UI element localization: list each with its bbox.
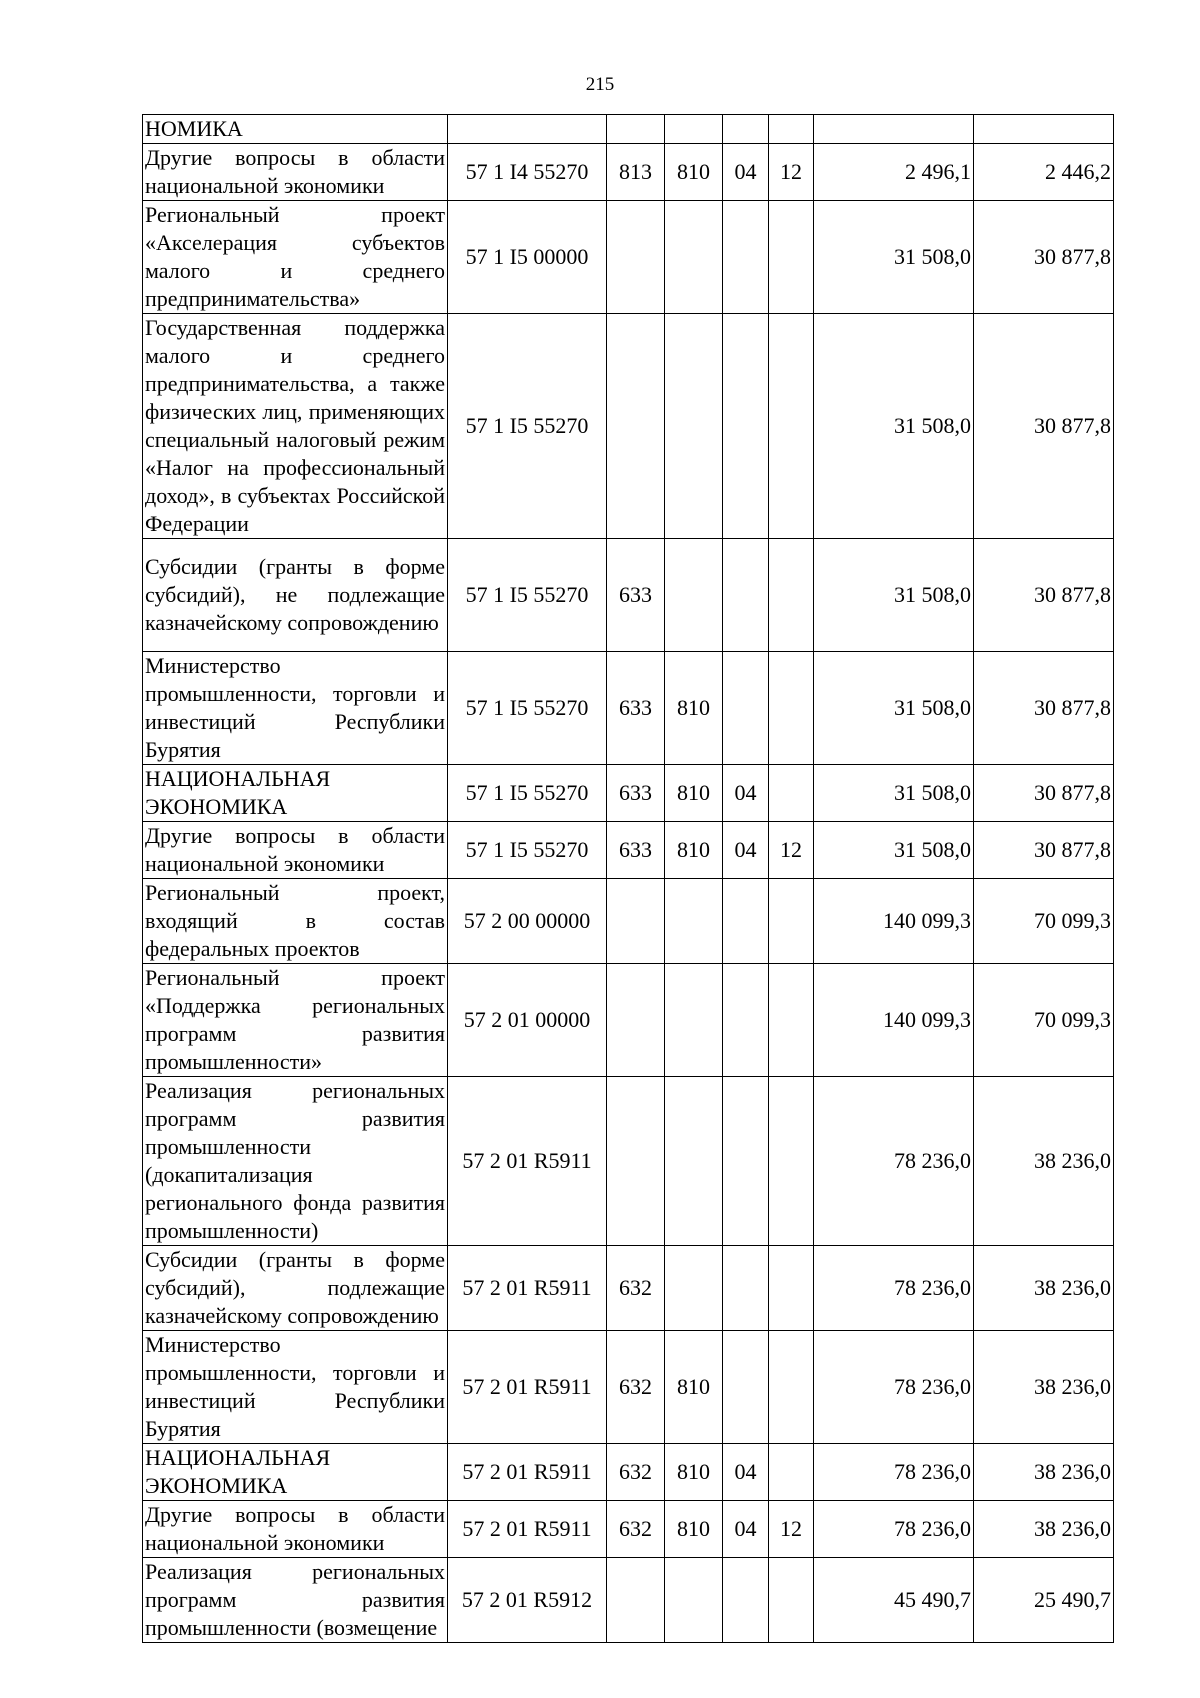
ministry-code	[665, 1077, 723, 1246]
ministry-code	[665, 1246, 723, 1331]
subsection-code	[769, 1077, 814, 1246]
expense-type: 632	[607, 1246, 665, 1331]
table-row	[143, 1246, 1114, 1331]
target-article-code	[448, 115, 607, 144]
amount-year-1: 140 099,3	[814, 964, 974, 1077]
amount-year-2: 30 877,8	[974, 314, 1114, 539]
target-article-code: 57 1 I5 55270	[448, 765, 607, 822]
section-code	[723, 1331, 769, 1444]
expense-type: 633	[607, 822, 665, 879]
subsection-code	[769, 652, 814, 765]
amount-year-2: 38 236,0	[974, 1444, 1114, 1501]
section-code	[723, 314, 769, 539]
expense-type: 633	[607, 539, 665, 652]
row-name: Министерство промышленности, торговли и инвестиций Республики Бурятия	[143, 652, 448, 765]
expense-type: 632	[607, 1444, 665, 1501]
target-article-code: 57 1 I5 00000	[448, 201, 607, 314]
row-name: Другие вопросы в области национальной экономики	[143, 822, 448, 879]
target-article-code: 57 2 01 00000	[448, 964, 607, 1077]
row-name: Региональный проект, входящий в состав федеральных проектов	[143, 879, 448, 964]
expense-type	[607, 1558, 665, 1643]
subsection-code	[769, 765, 814, 822]
section-code	[723, 201, 769, 314]
ministry-code	[665, 964, 723, 1077]
expense-type: 632	[607, 1501, 665, 1558]
row-name: Министерство промышленности, торговли и инвестиций Республики Бурятия	[143, 1331, 448, 1444]
amount-year-2: 38 236,0	[974, 1331, 1114, 1444]
table-row	[143, 822, 1114, 879]
amount-year-2: 25 490,7	[974, 1558, 1114, 1643]
ministry-code: 810	[665, 822, 723, 879]
ministry-code	[665, 539, 723, 652]
table-row	[143, 314, 1114, 539]
table-row	[143, 144, 1114, 201]
expense-type	[607, 879, 665, 964]
amount-year-2: 38 236,0	[974, 1246, 1114, 1331]
section-code: 04	[723, 144, 769, 201]
target-article-code: 57 2 01 R5911	[448, 1501, 607, 1558]
expense-type	[607, 964, 665, 1077]
row-name: Другие вопросы в области национальной экономики	[143, 144, 448, 201]
amount-year-1: 31 508,0	[814, 201, 974, 314]
section-code	[723, 115, 769, 144]
subsection-code	[769, 539, 814, 652]
amount-year-2	[974, 115, 1114, 144]
amount-year-1: 31 508,0	[814, 822, 974, 879]
ministry-code: 810	[665, 1444, 723, 1501]
section-code	[723, 539, 769, 652]
table-row	[143, 115, 1114, 144]
amount-year-2: 70 099,3	[974, 879, 1114, 964]
table-row	[143, 1331, 1114, 1444]
expense-type: 633	[607, 652, 665, 765]
section-code: 04	[723, 765, 769, 822]
amount-year-1: 31 508,0	[814, 539, 974, 652]
section-code	[723, 1077, 769, 1246]
section-code: 04	[723, 1444, 769, 1501]
row-name: Региональный проект «Поддержка региональных программ развития промышленности»	[143, 964, 448, 1077]
expense-type	[607, 115, 665, 144]
table-row	[143, 964, 1114, 1077]
target-article-code: 57 1 I5 55270	[448, 539, 607, 652]
target-article-code: 57 2 01 R5912	[448, 1558, 607, 1643]
target-article-code: 57 1 I4 55270	[448, 144, 607, 201]
subsection-code	[769, 879, 814, 964]
expense-type: 633	[607, 765, 665, 822]
ministry-code	[665, 879, 723, 964]
table-row	[143, 1558, 1114, 1643]
ministry-code	[665, 1558, 723, 1643]
section-code	[723, 879, 769, 964]
amount-year-1: 78 236,0	[814, 1501, 974, 1558]
target-article-code: 57 1 I5 55270	[448, 314, 607, 539]
ministry-code: 810	[665, 1501, 723, 1558]
amount-year-2: 2 446,2	[974, 144, 1114, 201]
amount-year-1: 78 236,0	[814, 1077, 974, 1246]
section-code: 04	[723, 1501, 769, 1558]
expense-type	[607, 314, 665, 539]
ministry-code: 810	[665, 765, 723, 822]
row-name: Другие вопросы в области национальной экономики	[143, 1501, 448, 1558]
subsection-code	[769, 201, 814, 314]
target-article-code: 57 1 I5 55270	[448, 822, 607, 879]
amount-year-2: 30 877,8	[974, 652, 1114, 765]
table-row	[143, 1501, 1114, 1558]
ministry-code	[665, 115, 723, 144]
amount-year-1: 31 508,0	[814, 314, 974, 539]
section-code	[723, 1558, 769, 1643]
ministry-code: 810	[665, 652, 723, 765]
amount-year-2: 70 099,3	[974, 964, 1114, 1077]
subsection-code: 12	[769, 822, 814, 879]
target-article-code: 57 2 01 R5911	[448, 1444, 607, 1501]
amount-year-1: 78 236,0	[814, 1246, 974, 1331]
target-article-code: 57 2 00 00000	[448, 879, 607, 964]
subsection-code	[769, 115, 814, 144]
subsection-code	[769, 1444, 814, 1501]
row-name: НОМИКА	[143, 115, 448, 144]
table-row	[143, 1444, 1114, 1501]
row-name: Реализация региональных программ развития промышленности (докапитализация регионального фонда развития промышленности)	[143, 1077, 448, 1246]
amount-year-2: 38 236,0	[974, 1501, 1114, 1558]
amount-year-1: 78 236,0	[814, 1331, 974, 1444]
row-name: НАЦИОНАЛЬНАЯ ЭКОНОМИКА	[143, 765, 448, 822]
amount-year-1: 78 236,0	[814, 1444, 974, 1501]
row-name: Реализация региональных программ развития промышленности (возмещение	[143, 1558, 448, 1643]
row-name: Субсидии (гранты в форме субсидий), не подлежащие казначейскому сопровождению	[143, 539, 448, 652]
subsection-code: 12	[769, 144, 814, 201]
budget-table	[142, 114, 1114, 1643]
target-article-code: 57 2 01 R5911	[448, 1331, 607, 1444]
expense-type: 632	[607, 1331, 665, 1444]
table-row	[143, 652, 1114, 765]
amount-year-2: 30 877,8	[974, 539, 1114, 652]
amount-year-2: 38 236,0	[974, 1077, 1114, 1246]
amount-year-1: 2 496,1	[814, 144, 974, 201]
subsection-code: 12	[769, 1501, 814, 1558]
ministry-code	[665, 201, 723, 314]
row-name: Субсидии (гранты в форме субсидий), подлежащие казначейскому сопровождению	[143, 1246, 448, 1331]
subsection-code	[769, 314, 814, 539]
table-row	[143, 879, 1114, 964]
subsection-code	[769, 964, 814, 1077]
section-code	[723, 652, 769, 765]
subsection-code	[769, 1558, 814, 1643]
amount-year-1: 31 508,0	[814, 652, 974, 765]
row-name: НАЦИОНАЛЬНАЯ ЭКОНОМИКА	[143, 1444, 448, 1501]
amount-year-1: 45 490,7	[814, 1558, 974, 1643]
ministry-code: 810	[665, 1331, 723, 1444]
page-number: 215	[585, 74, 615, 95]
row-name: Государственная поддержка малого и среднего предпринимательства, а также физических лиц, применяющих специальный налоговый режим «Налог на профессиональный доход», в субъектах Российской Федерации	[143, 314, 448, 539]
ministry-code: 810	[665, 144, 723, 201]
table-row	[143, 765, 1114, 822]
target-article-code: 57 2 01 R5911	[448, 1077, 607, 1246]
section-code	[723, 1246, 769, 1331]
ministry-code	[665, 314, 723, 539]
table-row	[143, 1077, 1114, 1246]
expense-type: 813	[607, 144, 665, 201]
section-code: 04	[723, 822, 769, 879]
target-article-code: 57 1 I5 55270	[448, 652, 607, 765]
amount-year-1: 31 508,0	[814, 765, 974, 822]
expense-type	[607, 1077, 665, 1246]
table-row	[143, 539, 1114, 652]
amount-year-1	[814, 115, 974, 144]
target-article-code: 57 2 01 R5911	[448, 1246, 607, 1331]
row-name: Региональный проект «Акселерация субъектов малого и среднего предпринимательства»	[143, 201, 448, 314]
amount-year-1: 140 099,3	[814, 879, 974, 964]
section-code	[723, 964, 769, 1077]
subsection-code	[769, 1331, 814, 1444]
expense-type	[607, 201, 665, 314]
subsection-code	[769, 1246, 814, 1331]
table-row	[143, 201, 1114, 314]
amount-year-2: 30 877,8	[974, 765, 1114, 822]
amount-year-2: 30 877,8	[974, 822, 1114, 879]
amount-year-2: 30 877,8	[974, 201, 1114, 314]
